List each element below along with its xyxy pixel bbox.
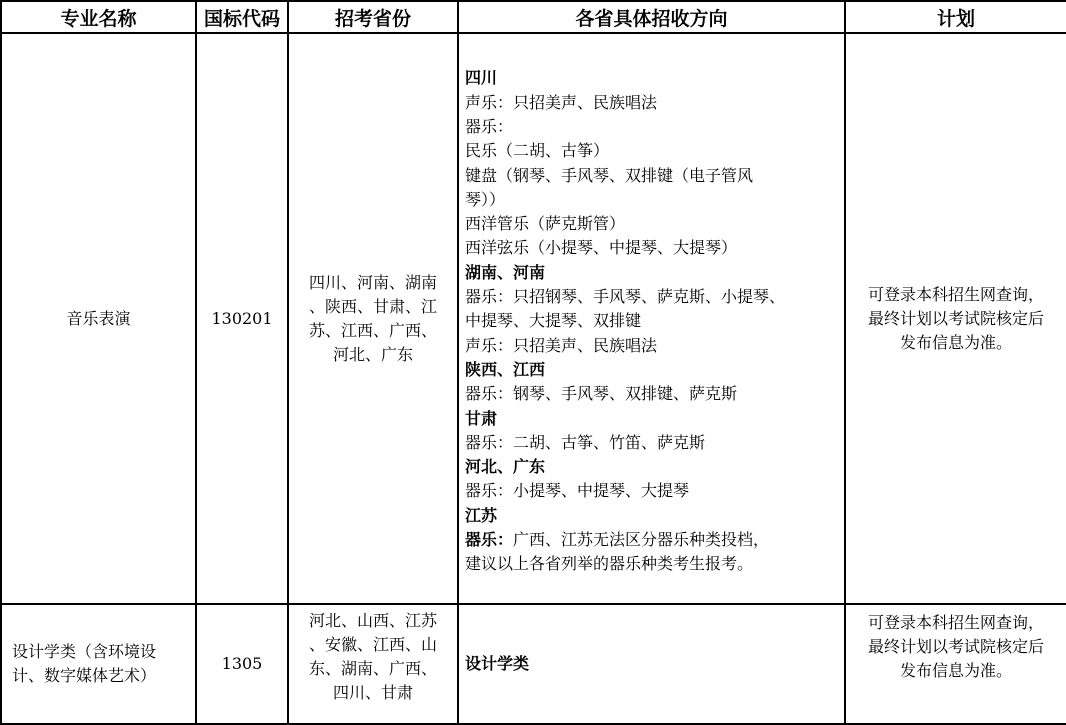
table-row: [1, 33, 1066, 604]
direction-line: 声乐：只招美声、民族唱法: [465, 92, 658, 112]
provinces-line: 、安徽、江西、山: [308, 635, 437, 654]
direction-line: 西洋管乐（萨克斯管）: [465, 214, 626, 234]
plan-line: 最终计划以考试院核定后: [867, 308, 1044, 328]
direction-line: 器乐：: [465, 116, 514, 136]
direction-line: 河北、广东: [465, 457, 546, 477]
header-plan: 计划: [845, 1, 1066, 33]
plan-line: 发布信息为准。: [899, 661, 1012, 680]
direction-line: 四川: [465, 68, 498, 88]
plan-cell: [845, 33, 1066, 604]
direction-line: 器乐：小提琴、中提琴、大提琴: [465, 481, 690, 501]
direction-line: 琴））: [465, 189, 506, 209]
provinces-cell: [288, 604, 458, 724]
direction-line: 中提琴、大提琴、双排键: [465, 311, 642, 331]
provinces-cell: [288, 33, 458, 604]
direction-line: 湖南、河南: [465, 262, 546, 282]
plan-cell: [845, 604, 1066, 724]
provinces-line: 、陕西、甘肃、江: [308, 296, 437, 316]
table-row: [1, 604, 1066, 724]
direction-line: 西洋弦乐（小提琴、中提琴、大提琴）: [465, 238, 738, 258]
direction-line: 声乐：只招美声、民族唱法: [465, 335, 658, 355]
header-provinces: 招考省份: [288, 1, 458, 33]
header-direction: 各省具体招收方向: [458, 1, 845, 33]
code-cell: 130201: [196, 33, 288, 604]
provinces-line: 河北、山西、江苏: [308, 611, 437, 630]
direction-cell: [458, 33, 845, 604]
direction-line: 键盘（钢琴、手风琴、双排键（电子管风: [465, 165, 754, 185]
direction-label: 设计学类: [465, 654, 530, 673]
code-cell: 1305: [196, 604, 288, 724]
direction-line: 器乐：钢琴、手风琴、双排键、萨克斯: [465, 384, 738, 404]
provinces-line: 四川、甘肃: [332, 683, 413, 702]
direction-line: 器乐：只招钢琴、手风琴、萨克斯、小提琴、: [465, 287, 786, 307]
major-cell: 设计学类（含环境设 计、数字媒体艺术）: [1, 604, 196, 724]
header-row: [1, 1, 1066, 33]
direction-label: 器乐：: [465, 530, 514, 550]
provinces-line: 东、湖南、广西、: [308, 659, 437, 678]
direction-line: 江苏: [465, 505, 498, 525]
provinces-line: 四川、河南、湖南: [308, 272, 437, 292]
provinces-line: 苏、江西、广西、: [308, 320, 437, 340]
direction-line: 甘肃: [465, 408, 498, 428]
header-major: 专业名称: [1, 1, 196, 33]
plan-line: 发布信息为准。: [899, 332, 1012, 352]
plan-line: 可登录本科招生网查询，: [867, 284, 1044, 304]
major-cell: 音乐表演: [1, 33, 196, 604]
direction-line: 器乐：二胡、古筝、竹笛、萨克斯: [465, 432, 706, 452]
plan-line: 最终计划以考试院核定后: [867, 637, 1044, 656]
direction-line: 器乐：广西、江苏无法区分器乐种类投档，: [465, 530, 770, 550]
direction-cell: [458, 604, 845, 724]
provinces-line: 河北、广东: [332, 344, 413, 364]
header-code: 国标代码: [196, 1, 288, 33]
direction-line: 陕西、江西: [465, 359, 546, 379]
plan-line: 可登录本科招生网查询，: [867, 613, 1044, 632]
direction-line: 建议以上各省列举的器乐种类考生报考。: [465, 554, 754, 574]
direction-line: 民乐（二胡、古筝）: [465, 141, 610, 161]
